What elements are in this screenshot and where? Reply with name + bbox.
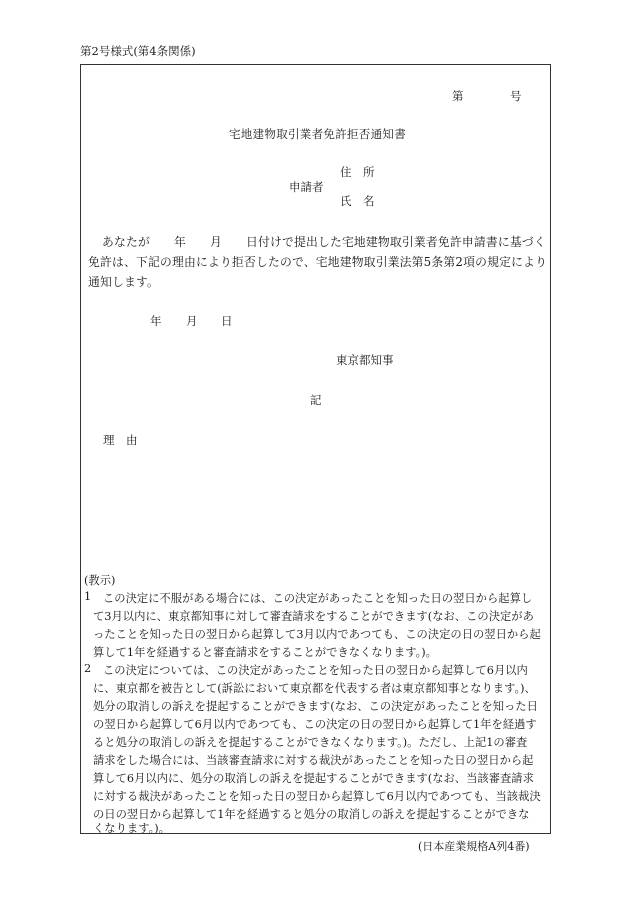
date-month: 月 bbox=[186, 314, 198, 328]
body-line-1: あなたが 年 月 日付けで提出した宅地建物取引業者免許申請書に基づく bbox=[102, 235, 546, 249]
reason-label: 理 由 bbox=[103, 433, 138, 447]
applicant-address-label: 住 所 bbox=[340, 165, 375, 179]
instruction-item-2-line: に、東京都を被告として(訴訟において東京都を代表する者は東京都知事となります。)、 bbox=[93, 682, 536, 695]
document-title: 宅地建物取引業者免許拒否通知書 bbox=[229, 127, 406, 141]
applicant-label: 申請者 bbox=[289, 180, 324, 194]
instruction-item-2-line: 処分の取消しの訴えを提起することができます(なお、この決定があったことを知った日 bbox=[93, 700, 538, 713]
instruction-item-2-line: に対する裁決があったことを知った日の翌日から起算して6月以内であつても、当該裁決 bbox=[93, 790, 541, 803]
number-go: 号 bbox=[510, 89, 522, 103]
instruction-item-2-number: 2 bbox=[84, 662, 92, 675]
applicant-name-label: 氏 名 bbox=[340, 194, 375, 208]
body-line-3: 通知します。 bbox=[88, 275, 160, 289]
instruction-item-2-line: の翌日から起算して6月以内であつても、この決定の日の翌日から起算して1年を経過す bbox=[93, 718, 537, 731]
date-day: 日 bbox=[221, 314, 233, 328]
instruction-item-1-line: 算して1年を経過すると審査請求をすることができなくなります。)。 bbox=[93, 646, 437, 659]
instruction-heading: (教示) bbox=[84, 574, 116, 587]
number-dai: 第 bbox=[452, 89, 464, 103]
date-year: 年 bbox=[150, 314, 162, 328]
ki-heading: 記 bbox=[310, 393, 322, 407]
instruction-item-2-line: ると処分の取消しの訴えを提起することができなくなります。)。ただし、上記1の審査 bbox=[93, 736, 528, 749]
instruction-item-1-line: ったことを知った日の翌日から起算して3月以内であつても、この決定の日の翌日から起 bbox=[93, 628, 541, 641]
instruction-item-2-line: この決定については、この決定があったことを知った日の翌日から起算して6月以内 bbox=[103, 664, 528, 677]
form-number-label: 第2号様式(第4条関係) bbox=[80, 44, 196, 58]
jis-size-label: (日本産業規格A列4番) bbox=[418, 840, 530, 853]
instruction-item-1-line: この決定に不服がある場合には、この決定があったことを知った日の翌日から起算し bbox=[103, 592, 533, 605]
instruction-item-1-line: て3月以内に、東京都知事に対して審査請求をすることができます(なお、この決定があ bbox=[93, 610, 534, 623]
body-line-2: 免許は、下記の理由により拒否したので、宅地建物取引業法第5条第2項の規定により bbox=[88, 255, 548, 269]
instruction-item-2-line: の日の翌日から起算して1年を経過すると処分の取消しの訴えを提起することができな bbox=[93, 808, 530, 821]
instruction-item-2-line: くなります。)。 bbox=[93, 822, 170, 835]
instruction-item-1-number: 1 bbox=[84, 590, 92, 603]
instruction-item-2-line: 請求をした場合には、当該審査請求に対する裁決があったことを知った日の翌日から起 bbox=[93, 754, 534, 767]
instruction-item-2-line: 算して6月以内に、処分の取消しの訴えを提起することができます(なお、当該審査請求 bbox=[93, 772, 534, 785]
issuer: 東京都知事 bbox=[336, 353, 394, 367]
